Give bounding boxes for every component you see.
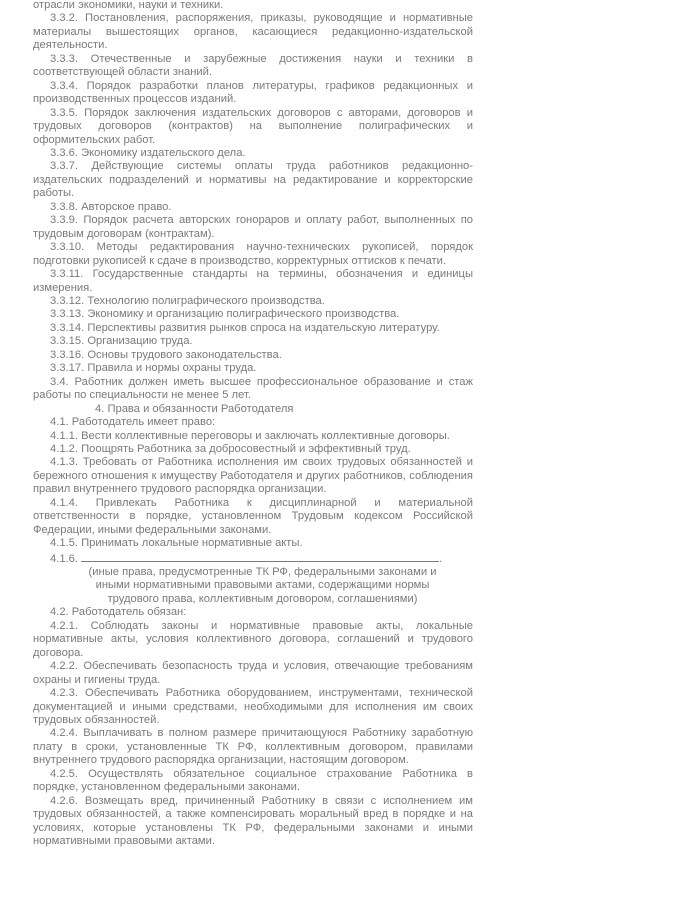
- paragraph-4-2-5: 4.2.5. Осуществлять обязательное социальное страхование Работника в порядке, установленном федеральными законами.: [33, 767, 473, 794]
- paragraph-4-2-1: 4.2.1. Соблюдать законы и нормативные правовые акты, локальные нормативные акты, условия коллективного договора, соглашений и трудового договора.: [33, 619, 473, 659]
- paragraph-3-3-10: 3.3.10. Методы редактирования научно-технических рукописей, порядок подготовки рукописей к сдаче в производство, корректурных оттисков к печати.: [33, 241, 473, 267]
- item-end-period: .: [439, 552, 443, 565]
- paragraph-3-3-8: 3.3.8. Авторское право.: [50, 200, 172, 213]
- paragraph-3-3-17: 3.3.17. Правила и нормы охраны труда.: [50, 362, 257, 375]
- paragraph-3-3-15: 3.3.15. Организацию труда.: [50, 335, 193, 348]
- paragraph-4-1-3: 4.1.3. Требовать от Работника исполнения им своих трудовых обязанностей и бережного отношения к имуществу Работодателя и других работников, соблюдения правил внутреннего трудового распорядка организации.: [33, 456, 473, 496]
- paragraph-4-2-3: 4.2.3. Обеспечивать Работника оборудованием, инструментами, технической документацией и иными средствами, необходимыми для исполнения им своих трудовых обязанностей.: [33, 687, 473, 727]
- paragraph-3-3-6: 3.3.6. Экономику издательского дела.: [50, 146, 246, 159]
- paragraph-3-3-13: 3.3.13. Экономику и организацию полиграфического производства.: [50, 308, 400, 321]
- paragraph-4-1: 4.1. Работодатель имеет право:: [50, 416, 216, 429]
- paragraph-4-1-1: 4.1.1. Вести коллективные переговоры и заключать коллективные договоры.: [50, 429, 450, 442]
- paragraph-4-1-6: [33, 551, 473, 566]
- paragraph-3-3-9: 3.3.9. Порядок расчета авторских гонораров и оплату работ, выполненных по трудовым договорам (контрактам).: [33, 214, 473, 240]
- paragraph-4-1-4: 4.1.4. Привлекать Работника к дисциплинарной и материальной ответственности в порядке, установленном Трудовым кодексом Российской Федерации, иными федеральными законами.: [33, 496, 473, 536]
- paragraph-4-2-2: 4.2.2. Обеспечивать безопасность труда и условия, отвечающие требованиям охраны и гигиены труда.: [33, 660, 473, 686]
- item-number-4-1-6: 4.1.6.: [50, 552, 78, 565]
- paragraph-3-3-11: 3.3.11. Государственные стандарты на термины, обозначения и единицы измерения.: [33, 268, 473, 294]
- section-4-heading: 4. Права и обязанности Работодателя: [95, 402, 294, 415]
- paragraph-4-2: 4.2. Работодатель обязан:: [50, 606, 187, 619]
- paragraph-3-3-7: 3.3.7. Действующие системы оплаты труда работников редакционно-издательских подразделений и нормативы на редактирование и корректорские работы.: [33, 160, 473, 200]
- paragraph-3-3-5: 3.3.5. Порядок заключения издательских договоров с авторами, договоров и трудовых договоров (контрактов) на выполнение полиграфических и оформительских работ.: [33, 106, 473, 146]
- paragraph-3-3-16: 3.3.16. Основы трудового законодательства.: [50, 348, 282, 361]
- paragraph-3-3-1-tail: отрасли экономики, науки и техники.: [33, 0, 224, 11]
- paragraph-3-3-3: 3.3.3. Отечественные и зарубежные достижения науки и техники в соответствующей области знаний.: [33, 52, 473, 79]
- note-4-1-6: (иные права, предусмотренные ТК РФ, федеральными законами и иными нормативными правовыми актами, содержащими нормы трудового права, коллективным договором, соглашениями): [88, 566, 437, 605]
- paragraph-3-3-4: 3.3.4. Порядок разработки планов литературы, графиков редакционных и производственных процессов изданий.: [33, 79, 473, 106]
- paragraph-3-3-12: 3.3.12. Технологию полиграфического производства.: [50, 294, 325, 307]
- paragraph-3-4: 3.4. Работник должен иметь высшее профессиональное образование и стаж работы по специальности не менее 5 лет.: [33, 375, 473, 402]
- fill-in-blank-line: [81, 551, 439, 562]
- paragraph-3-3-14: 3.3.14. Перспективы развития рынков спроса на издательскую литературу.: [50, 321, 440, 334]
- paragraph-4-1-5: 4.1.5. Принимать локальные нормативные акты.: [50, 537, 303, 550]
- document-page: [33, 0, 473, 849]
- paragraph-4-1-2: 4.1.2. Поощрять Работника за добросовестный и эффективный труд.: [50, 442, 411, 455]
- paragraph-4-2-6: 4.2.6. Возмещать вред, причиненный Работнику в связи с исполнением им трудовых обязанностей, а также компенсировать моральный вред в порядке и на условиях, которые установлены ТК РФ, федеральными законами и иными нормативными правовыми актами.: [33, 794, 473, 848]
- paragraph-3-3-2: 3.3.2. Постановления, распоряжения, приказы, руководящие и нормативные материалы вышестоящих органов, касающиеся редакционно-издательской деятельности.: [33, 12, 473, 52]
- paragraph-4-2-4: 4.2.4. Выплачивать в полном размере причитающуюся Работнику заработную плату в сроки, установленные ТК РФ, коллективным договором, правилами внутреннего трудового распорядка организации, настоящим договором.: [33, 727, 473, 767]
